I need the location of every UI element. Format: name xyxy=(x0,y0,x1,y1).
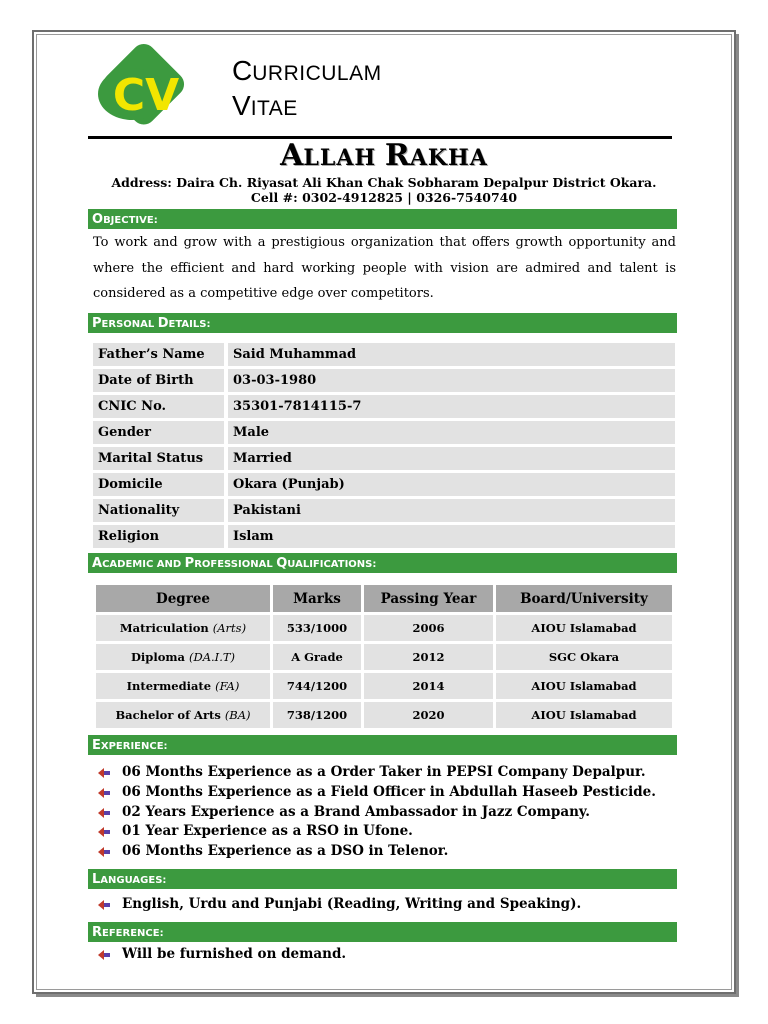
list-item: English, Urdu and Punjabi (Reading, Writing and Speaking). xyxy=(96,895,676,915)
section-header-personal-details: PERSONAL DETAILS: xyxy=(88,313,677,333)
address-line: Address: Daira Ch. Riyasat Ali Khan Chak Sobharam Depalpur District Okara. xyxy=(111,175,657,190)
objective-text: To work and grow with a prestigious organization that offers growth opportunity and where the efficient and hard working people with vision are admired and talent is considered as a competitive edge over competitors. xyxy=(93,235,676,301)
board-cell: AIOU Islamabad xyxy=(496,702,672,728)
degree-cell: Diploma (DA.I.T) xyxy=(96,644,270,670)
board-cell: AIOU Islamabad xyxy=(496,615,672,641)
year-cell: 2014 xyxy=(364,673,493,699)
detail-value: Islam xyxy=(228,525,675,548)
detail-label: Marital Status xyxy=(93,447,228,470)
languages-list xyxy=(96,895,676,915)
detail-value: 03-03-1980 xyxy=(228,369,675,392)
year-cell: 2020 xyxy=(364,702,493,728)
detail-value: Married xyxy=(228,447,675,470)
list-item: 06 Months Experience as a DSO in Telenor. xyxy=(96,842,676,862)
page-shadow-bottom xyxy=(36,994,739,997)
detail-value: Okara (Punjab) xyxy=(228,473,675,496)
list-item: Will be furnished on demand. xyxy=(96,945,676,965)
arrow-bullet-icon xyxy=(98,788,110,798)
person-name: ALLAH RAKHA xyxy=(280,138,488,173)
column-header: Degree xyxy=(96,585,270,612)
detail-label: Nationality xyxy=(93,499,228,522)
detail-label: Gender xyxy=(93,421,228,444)
detail-label: Father’s Name xyxy=(93,343,228,366)
table-row xyxy=(93,343,675,366)
arrow-bullet-icon xyxy=(98,900,110,910)
year-cell: 2012 xyxy=(364,644,493,670)
arrow-bullet-icon xyxy=(98,847,110,857)
table-row xyxy=(93,447,675,470)
table-row xyxy=(93,499,675,522)
marks-cell: 744/1200 xyxy=(273,673,361,699)
table-row xyxy=(96,702,672,728)
list-item: 06 Months Experience as a Order Taker in PEPSI Company Depalpur. xyxy=(96,763,676,783)
section-header-experience: EXPERIENCE: xyxy=(88,735,677,755)
list-item: 02 Years Experience as a Brand Ambassador in Jazz Company. xyxy=(96,803,676,823)
degree-cell: Intermediate (FA) xyxy=(96,673,270,699)
degree-cell: Matriculation (Arts) xyxy=(96,615,270,641)
qualifications-table xyxy=(93,582,675,731)
detail-value: Male xyxy=(228,421,675,444)
list-item: 06 Months Experience as a Field Officer in Abdullah Haseeb Pesticide. xyxy=(96,783,676,803)
detail-label: Religion xyxy=(93,525,228,548)
marks-cell: 738/1200 xyxy=(273,702,361,728)
phone-line: Cell #: 0302-4912825 | 0326-7540740 xyxy=(250,190,518,205)
experience-list xyxy=(96,763,676,862)
arrow-bullet-icon xyxy=(98,808,110,818)
marks-cell: A Grade xyxy=(273,644,361,670)
table-row xyxy=(96,644,672,670)
section-header-qualifications: ACADEMIC AND PROFESSIONAL QUALIFICATIONS: xyxy=(88,553,677,573)
table-row xyxy=(96,615,672,641)
column-header: Board/University xyxy=(496,585,672,612)
detail-label: Date of Birth xyxy=(93,369,228,392)
arrow-bullet-icon xyxy=(98,768,110,778)
table-row xyxy=(93,421,675,444)
detail-label: CNIC No. xyxy=(93,395,228,418)
column-header: Marks xyxy=(273,585,361,612)
table-row xyxy=(96,673,672,699)
board-cell: SGC Okara xyxy=(496,644,672,670)
detail-label: Domicile xyxy=(93,473,228,496)
table-row xyxy=(93,395,675,418)
cv-logo-icon xyxy=(94,42,198,134)
arrow-bullet-icon xyxy=(98,827,110,837)
document-title: CURRICULAM VITAE xyxy=(232,55,382,121)
personal-details-table xyxy=(93,340,675,551)
section-header-reference: REFERENCE: xyxy=(88,922,677,942)
table-header-row xyxy=(96,585,672,612)
table-row xyxy=(93,473,675,496)
arrow-bullet-icon xyxy=(98,950,110,960)
section-header-languages: LANGUAGES: xyxy=(88,869,677,889)
column-header: Passing Year xyxy=(364,585,493,612)
marks-cell: 533/1000 xyxy=(273,615,361,641)
reference-list xyxy=(96,945,676,965)
logo-text: CV xyxy=(112,70,180,121)
detail-value: 35301-7814115-7 xyxy=(228,395,675,418)
table-row xyxy=(93,525,675,548)
section-header-objective: OBJECTIVE: xyxy=(88,209,677,229)
detail-value: Said Muhammad xyxy=(228,343,675,366)
table-row xyxy=(93,369,675,392)
detail-value: Pakistani xyxy=(228,499,675,522)
board-cell: AIOU Islamabad xyxy=(496,673,672,699)
degree-cell: Bachelor of Arts (BA) xyxy=(96,702,270,728)
year-cell: 2006 xyxy=(364,615,493,641)
list-item: 01 Year Experience as a RSO in Ufone. xyxy=(96,822,676,842)
